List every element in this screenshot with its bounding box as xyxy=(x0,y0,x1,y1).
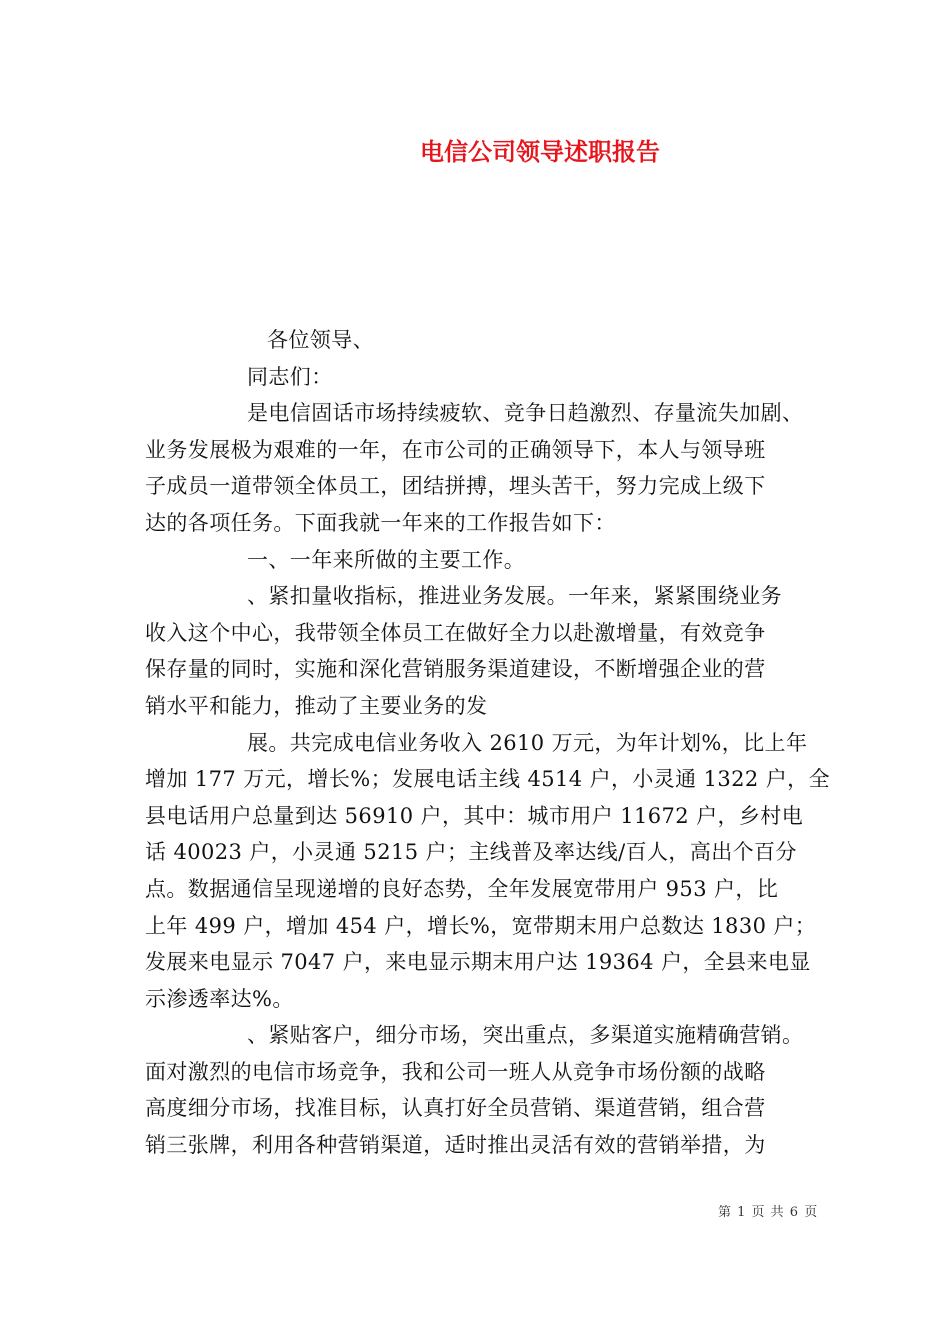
page-number: 第 1 页 共 6 页 xyxy=(718,1205,819,1220)
paragraph-line: 、紧扣量收指标，推进业务发展。一年来，紧紧围绕业务 xyxy=(247,584,782,609)
paragraph-line: 面对激烈的电信市场竞争，我和公司一班人从竞争市场份额的战略 xyxy=(145,1059,766,1084)
document-title: 电信公司领导述职报告 xyxy=(420,138,660,166)
paragraph-line: 示渗透率达%。 xyxy=(145,986,294,1011)
section-heading: 一、一年来所做的主要工作。 xyxy=(247,547,526,572)
salutation-line: 各位领导、 xyxy=(267,328,374,352)
paragraph-line: 展。共完成电信业务收入 2610 万元，为年计划%，比上年 xyxy=(247,730,808,755)
paragraph-line: 上年 499 户，增加 454 户，增长%，宽带期末用户总数达 1830 户； xyxy=(145,913,817,938)
paragraph-line: 话 40023 户，小灵通 5215 户；主线普及率达线/百人，高出个百分 xyxy=(145,840,797,865)
paragraph-line: 、紧贴客户，细分市场，突出重点，多渠道实施精确营销。 xyxy=(247,1023,804,1048)
paragraph-line: 销水平和能力，推动了主要业务的发 xyxy=(145,693,488,718)
paragraph-line: 销三张牌，利用各种营销渠道，适时推出灵活有效的营销举措，为 xyxy=(145,1133,766,1158)
salutation-line: 同志们： xyxy=(247,364,333,389)
paragraph-line: 达的各项任务。下面我就一年来的工作报告如下： xyxy=(145,510,616,535)
paragraph-line: 子成员一道带领全体员工，团结拼搏，埋头苦干，努力完成上级下 xyxy=(145,474,766,499)
paragraph-line: 高度细分市场，找准目标，认真打好全员营销、渠道营销，组合营 xyxy=(145,1096,766,1121)
paragraph-line: 业务发展极为艰难的一年，在市公司的正确领导下，本人与领导班 xyxy=(145,437,766,462)
paragraph-line: 是电信固话市场持续疲软、竞争日趋激烈、存量流失加剧、 xyxy=(247,401,804,426)
paragraph-line: 点。数据通信呈现递增的良好态势，全年发展宽带用户 953 户，比 xyxy=(145,876,779,901)
paragraph-line: 保存量的同时，实施和深化营销服务渠道建设，不断增强企业的营 xyxy=(145,657,766,682)
paragraph-line: 县电话用户总量到达 56910 户，其中：城市用户 11672 户，乡村电 xyxy=(145,803,804,828)
document-body xyxy=(145,322,830,1164)
paragraph-line: 发展来电显示 7047 户，来电显示期末用户达 19364 户，全县来电显 xyxy=(145,950,811,975)
paragraph-line: 收入这个中心，我带领全体员工在做好全力以赴激增量，有效竞争 xyxy=(145,620,766,645)
paragraph-line: 增加 177 万元，增长%；发展电话主线 4514 户，小灵通 1322 户，全 xyxy=(145,767,830,792)
